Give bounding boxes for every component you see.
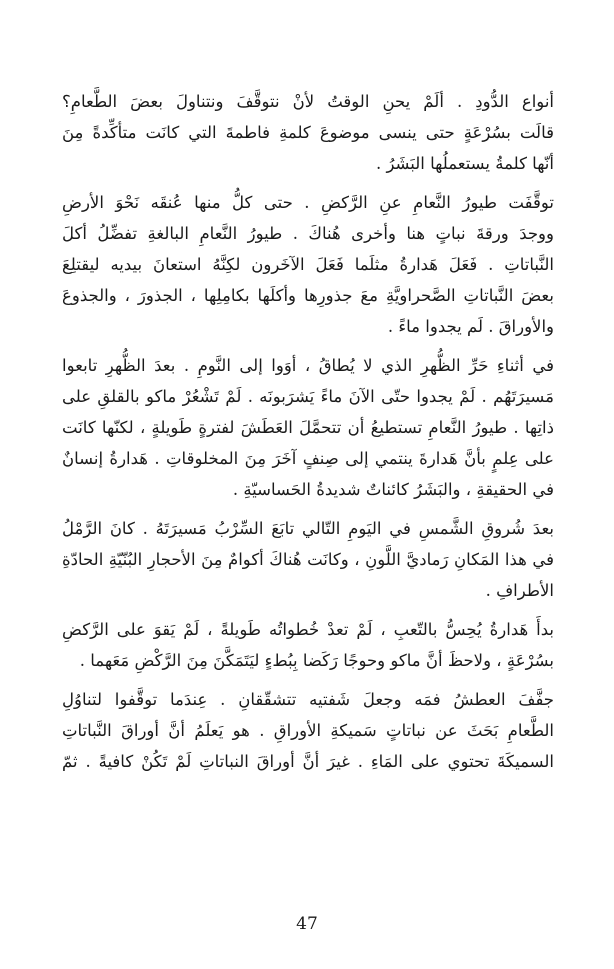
paragraph — [62, 86, 554, 179]
text-line: في هذا المَكانِ رَماديَّ اللَّونِ ، وكانَت هُناكَ أكوامٌ مِنَ الأحجارِ البُنّيّةِ الحادّةِ — [62, 550, 554, 569]
text-line: ذاتِها . طيورُ النَّعامِ تستطيعُ أن تتحمَّلَ العَطَشَ لفترةٍ طَويلةٍ ، لكنّها كانَت — [62, 418, 554, 437]
text-line: بعضَ النَّباتاتِ الصَّحراويَّةِ معَ جذورِها وأكلَها بكامِلِها ، الجذورَ ، والجذوعَ — [62, 286, 554, 305]
paragraph — [62, 614, 554, 676]
text-line: ووجدَ ورقةَ نباتٍ هنا وأخرى هُناكَ . طيورُ النَّعامِ البالغةِ تفضِّلُ أكلَ — [62, 224, 554, 243]
page-number: 47 — [296, 914, 318, 934]
text-line: في أثناءِ حَرِّ الظُّهرِ الذي لا يُطاقُ ، أوَوا إلى النَّومِ . بعدَ الظُّهرِ تابعوا — [62, 356, 554, 375]
text-line: أنّها كلمةُ يستعملُها البَشَرُ . — [375, 154, 554, 173]
text-line: جفَّفَ العطشُ فمَه وجعلَ شَفتيه تتشقّقانِ . عِندَما توقَّفوا لتناوُلِ — [62, 690, 554, 709]
text-line: بدأَ هَدارةُ يُحِسُّ بالتّعبِ ، لَمْ تعدْ خُطواتُه طَويلةً ، لَمْ يَقوَ على الرَّكضِ — [62, 620, 554, 639]
text-line: توقَّفَت طيورُ النَّعامِ عنِ الرَّكضِ . حتى كلُّ منها عُنقَه نَحْوَ الأرضِ — [62, 193, 554, 212]
text-line: قالَت بسُرْعَةٍ حتى ينسى موضوعَ كلمةِ فاطمةَ التي كانَت متأكِّدةً مِنَ — [62, 123, 554, 142]
text-line: في الحقيقةِ ، والبَشَرُ كائناتٌ شديدةُ الحَساسيّةِ . — [232, 480, 554, 499]
text-line: على عِلمٍ بأنَّ هَدارةَ ينتمي إلى صِنفٍ آخَرَ مِنَ المخلوقاتِ . هَدارةُ إنسانٌ — [62, 449, 554, 468]
text-line: والأوراقَ . لَم يجدوا ماءً . — [387, 317, 554, 336]
text-line: بعدَ شُروقِ الشَّمسِ في اليَومِ التّالي تابَعَ السِّرْبُ مَسيرَتَهُ . كانَ الرَّمْلُ — [62, 519, 554, 538]
text-line: الأطرافِ . — [485, 581, 554, 600]
paragraph — [62, 684, 554, 777]
text-line: أنواع الدُّودِ . ألَمْ يحنِ الوقتُ لأنْ نتوقَّفَ ونتناولَ بعضَ الطَّعامِ؟ — [62, 92, 554, 111]
body-text — [62, 86, 554, 785]
text-line: بسُرْعَةٍ ، ولاحظَ أنَّ ماكو وحوجًا رَكَضا بِبُطءٍ ليَتَمَكَّنَ مِنَ الرَّكْضِ مَعَهما . — [79, 651, 554, 670]
paragraph — [62, 513, 554, 606]
text-line: السميكَةَ تحتوي على المَاءِ . غيرَ أنَّ أوراقَ النباتاتِ لَمْ تَكُنْ كافيةً . ثمّ — [62, 752, 554, 771]
text-line: النَّباتاتِ . فَعَلَ هَدارةُ مثلَما فَعَلَ الآخَرون لكِنَّهُ استعانَ بيديه ليقتلِعَ — [62, 255, 554, 274]
paragraph — [62, 187, 554, 342]
text-line: الطَّعامِ بَحَثَ عن نباتاتٍ سَميكةِ الأوراقِ . هو يَعلَمُ أنَّ أوراقَ النَّباتاتِ — [62, 721, 554, 740]
paragraph — [62, 350, 554, 505]
text-line: مَسيرَتَهُم . لَمْ يجدوا حتّى الآنَ ماءً يَشرَبونَه . لَمْ تَشْعُرْ ماكو بالقلقِ على — [62, 387, 554, 406]
